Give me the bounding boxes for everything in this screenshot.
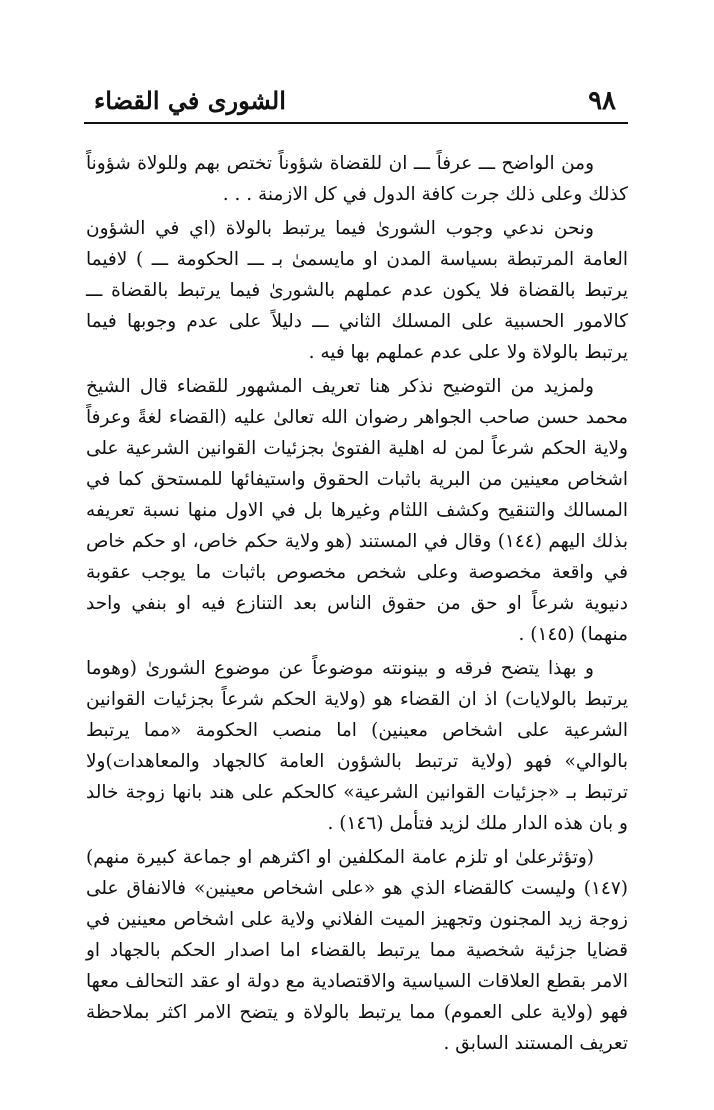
paragraph-3: ولمزيد من التوضيح نذكر هنا تعريف المشهور للقضاء قال الشيخ محمد حسن صاحب الجواهر رضوان الله تعالىٰ عليه (القضاء لغةً وعرفاً ولاية الحكم شرعاً لمن له اهلية الفتوىٰ بجزئيات القوانين الشرعية على اشخاص معينين من البرية باثبات الحقوق واستيفائها للمستحق كما في المسالك والتنقيح وكشف اللثام وغيرها بل في الاول منها نسبة تعريفه بذلك اليهم (١٤٤) وقال في المستند (هو ولاية حكم خاص، او حكم خاص في واقعة مخصوصة وعلى شخص مخصوص باثبات ما يوجب عقوبة دنيوية شرعاً او حق من حقوق الناس بعد التنازع فيه او بنفي واحد منهما) (١٤٥) . [86, 376, 628, 645]
header-rule [84, 122, 628, 124]
paragraph-1: ومن الواضح ـــ عرفاً ـــ ان للقضاة شؤوناً تختص بهم وللولاة شؤوناً كذلك وعلى ذلك جرت كافة الدول في كل الازمنة . . . [86, 153, 628, 205]
paragraph-5: (وتؤثرعلىٰ او تلزم عامة المكلفين او اكثرهم او جماعة كبيرة منهم) (١٤٧) وليست كالقضاء الذي هو «على اشخاص معينين» فالانفاق على زوجة زيد المجنون وتجهيز الميت الفلاني ولاية على اشخاص معينين في قضايا جزئية شخصية مما يرتبط بالقضاء اما اصدار الحكم بالجهاد او الامر بقطع العلاقات السياسية والاقتصادية مع دولة او عقد التحالف معها فهو (ولاية على العموم) مما يرتبط بالولاة و يتضح الامر اكثر بملاحظة تعريف المستند السابق . [86, 847, 628, 1054]
page-header [88, 82, 626, 120]
paragraph-2: ونحن ندعي وجوب الشورىٰ فيما يرتبط بالولاة (اي في الشؤون العامة المرتبطة بسياسة المدن او مايسمىٰ بـ ـــ الحكومة ـــ ) لافيما يرتبط بالقضاة فلا يكون عدم عملهم بالشورىٰ فيما يرتبط بالقضاة ـــ كالامور الحسبية على المسلك الثاني ـــ دليلاً على عدم وجوبها فيما يرتبط بالولاة ولا على عدم عملهم بها فيه . [86, 218, 628, 363]
paragraph-4: و بهذا يتضح فرقه و بينونته موضوعاً عن موضوع الشورىٰ (وهوما يرتبط بالولايات) اذ ان القضاء هو (ولاية الحكم شرعاً بجزئيات القوانين الشرعية على اشخاص معينين) اما منصب الحكومة «مما يرتبط بالوالي» فهو (ولاية ترتبط بالشؤون العامة كالجهاد والمعاهدات)ولا ترتبط بـ «جزئيات القوانين الشرعية» كالحكم على هند بانها زوجة خالد و بان هذه الدار ملك لزيد فتأمل (١٤٦) . [86, 658, 628, 834]
running-title: الشورى في القضاء [94, 86, 286, 115]
body-text [86, 148, 628, 1062]
page-number: ٩٨ [588, 86, 616, 116]
